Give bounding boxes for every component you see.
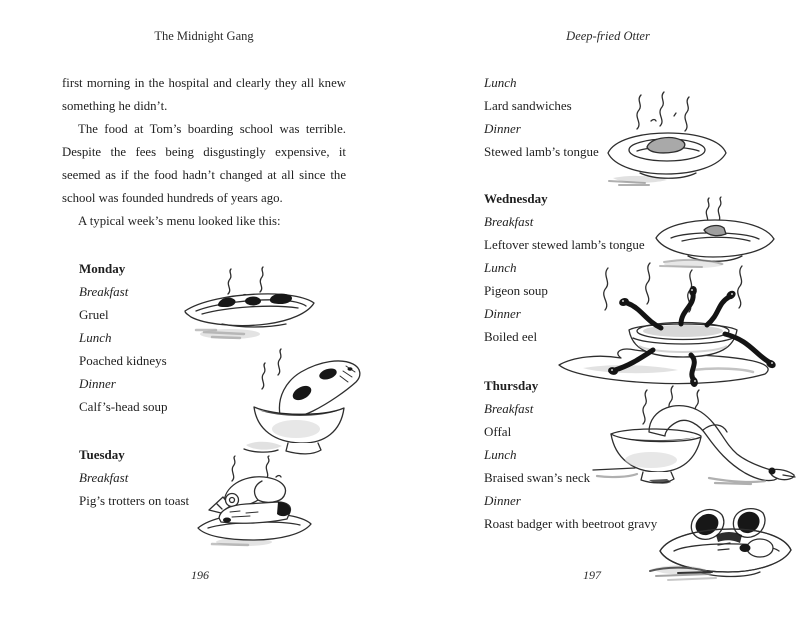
menu-meal-label: Breakfast — [484, 401, 534, 416]
menu-dish: Offal — [484, 424, 512, 439]
menu-dish: Lard sandwiches — [484, 98, 572, 113]
swans-neck-bowl-illustration — [591, 380, 798, 486]
stewed-tongue-plate-illustration — [603, 91, 731, 186]
menu-dish: Gruel — [79, 307, 109, 322]
menu-day-label: Monday — [79, 261, 126, 276]
menu-day-label: Thursday — [484, 378, 539, 393]
boiled-eel-pot-illustration — [543, 262, 795, 388]
gruel-plate-illustration — [182, 266, 317, 348]
menu-dish: Pig’s trotters on toast — [79, 493, 190, 508]
menu-tuesday-continued — [484, 71, 599, 163]
right-page-number: 197 — [583, 568, 601, 582]
right-page — [405, 0, 810, 619]
menu-meal-label: Lunch — [484, 75, 517, 90]
menu-day-label: Tuesday — [79, 447, 125, 462]
menu-monday — [79, 257, 167, 418]
body-line: first morning in the hospital and clearly they all knew — [62, 76, 346, 90]
menu-dish: Braised swan’s neck — [484, 470, 591, 485]
menu-dish: Poached kidneys — [79, 353, 167, 368]
menu-meal-label: Breakfast — [79, 470, 129, 485]
menu-tuesday — [79, 443, 189, 512]
menu-meal-label: Dinner — [79, 376, 116, 391]
menu-dish: Roast badger with beetroot gravy — [484, 516, 658, 531]
menu-meal-label: Breakfast — [484, 214, 534, 229]
menu-meal-label: Lunch — [79, 330, 112, 345]
menu-meal-label: Breakfast — [79, 284, 129, 299]
menu-dish: Pigeon soup — [484, 283, 548, 298]
menu-meal-label: Lunch — [484, 260, 517, 275]
pigs-trotters-on-toast-plate-illustration — [192, 455, 317, 547]
body-line: A typical week’s menu looked like this: — [78, 214, 281, 228]
body-line: something he didn’t. — [62, 99, 168, 113]
body-line: Despite the fees being disgustingly expensive, it — [62, 145, 346, 159]
menu-meal-label: Dinner — [484, 306, 521, 321]
menu-meal-label: Lunch — [484, 447, 517, 462]
menu-dish: Boiled eel — [484, 329, 538, 344]
body-line: school was founded hundreds of years ago. — [62, 191, 283, 205]
leftover-tongue-plate-illustration — [652, 196, 778, 272]
body-paragraph — [62, 72, 346, 233]
menu-dish: Leftover stewed lamb’s tongue — [484, 237, 645, 252]
menu-dish: Stewed lamb’s tongue — [484, 144, 599, 159]
menu-meal-label: Dinner — [484, 493, 521, 508]
calfs-head-soup-bowl-illustration — [242, 341, 367, 456]
menu-day-label: Wednesday — [484, 191, 548, 206]
menu-meal-label: Dinner — [484, 121, 521, 136]
menu-dish: Calf’s-head soup — [79, 399, 168, 414]
left-running-head: The Midnight Gang — [154, 29, 254, 43]
right-running-head: Deep-fried Otter — [566, 29, 650, 43]
body-line: The food at Tom’s boarding school was terrible. — [78, 122, 346, 136]
body-line: seemed as if the food hadn’t changed at all since the — [62, 168, 346, 182]
left-page-number: 196 — [191, 568, 209, 582]
roast-badger-plate-illustration — [648, 505, 798, 585]
